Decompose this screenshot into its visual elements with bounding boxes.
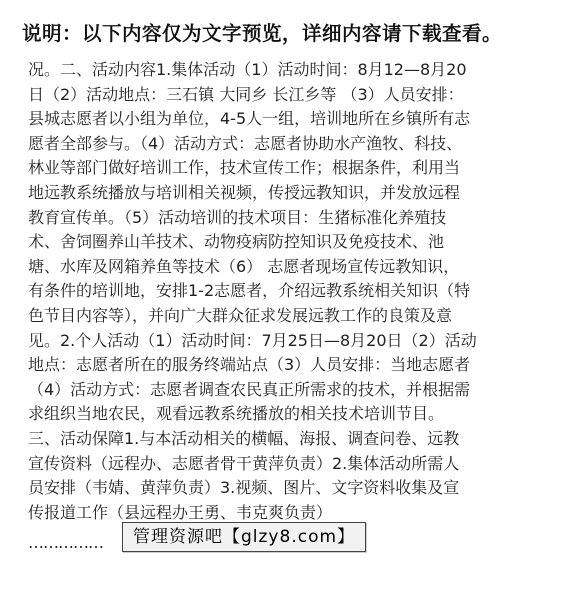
text-line: 术、舍饲圈养山羊技术、动物疫病防控知识及免疫技术、池 — [28, 232, 445, 252]
text-line: 塘、水库及网箱养鱼等技术（6） 志愿者现场宣传远教知识， — [28, 256, 460, 276]
text-line: 色节目内容等），并向广大群众征求发展远教工作的良策及意 — [28, 305, 453, 325]
text-line: 传报道工作（县远程办王勇、韦克爽负责） — [28, 502, 333, 522]
text-line: 员安排（韦婧、黄萍负责）3.视频、图片、文字资料收集及宣 — [28, 478, 460, 498]
watermark-banner[interactable]: 管理资源吧【glzy8.com】 — [122, 522, 366, 552]
text-line: 日（2）活动地点：三石镇 大同乡 长江乡等 （3）人员安排： — [28, 84, 464, 104]
document-body — [28, 58, 558, 525]
text-line: （4）活动方式：志愿者调查农民真正所需求的技术，并根据需 — [28, 379, 471, 399]
text-line: 地点：志愿者所在的服务终端站点（3）人员安排：当地志愿者 — [28, 355, 471, 375]
text-line: 教育宣传单。（5）活动培训的技术项目：生猪标准化养殖技 — [28, 207, 447, 227]
text-line: 见。2.个人活动（1）活动时间：7月25日—8月20日（2）活动 — [28, 330, 477, 350]
text-line: 宣传资料（远程办、志愿者骨干黄萍负责）2.集体活动所需人 — [28, 453, 460, 473]
text-line: 愿者全部参与。（4）活动方式：志愿者协助水产渔牧、科技、 — [28, 133, 463, 153]
text-line: 有条件的培训地，安排1-2志愿者，介绍远教系统相关知识（特 — [28, 281, 471, 301]
truncation-ellipsis: …………… — [28, 533, 103, 552]
text-line: 县城志愿者以小组为单位，4-5人一组，培训地所在乡镇所有志 — [28, 109, 471, 129]
text-line: 林业等部门做好培训工作，技术宣传工作；根据条件，利用当 — [28, 158, 461, 178]
text-line: 三、活动保障1.与本活动相关的横幅、海报、调查问卷、远教 — [28, 428, 460, 448]
text-line: 况。二、活动内容1.集体活动（1）活动时间：8月12—8月20 — [28, 60, 467, 79]
preview-notice: 说明：以下内容仅为文字预览，详细内容请下载查看。 — [22, 22, 503, 45]
text-line: 地远教系统播放与培训相关视频，传授远教知识，并发放远程 — [28, 182, 461, 202]
text-line: 求组织当地农民，观看远教系统播放的相关技术培训节目。 — [28, 404, 445, 424]
